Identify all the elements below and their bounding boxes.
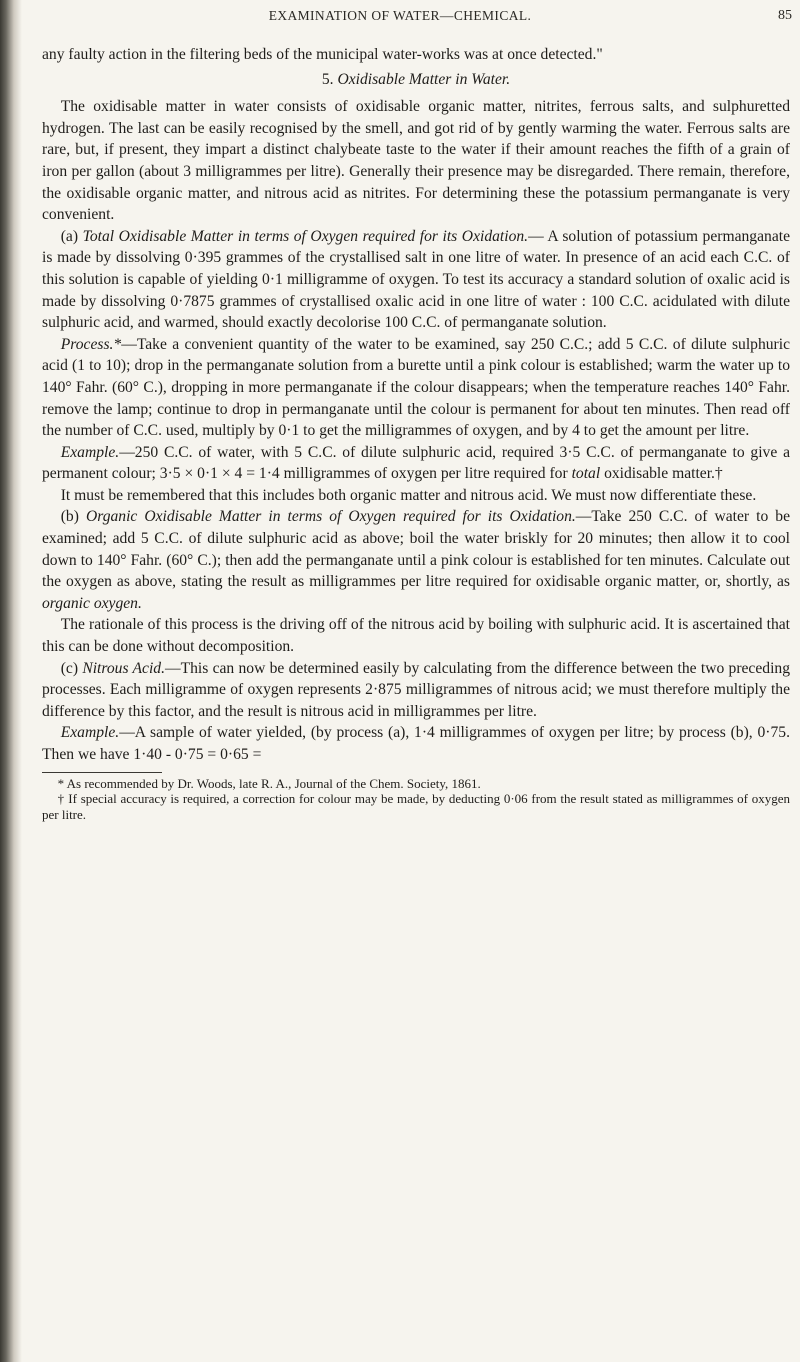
footnote-divider [42,772,162,773]
subsection-a-label: (a) [60,227,79,245]
paragraph-example-two [42,722,790,765]
paragraph-organic-oxidisable [42,506,790,614]
running-title: EXAMINATION OF WATER—CHEMICAL. [268,8,532,23]
subsection-b-text: —Take 250 C.C. of water to be examined; add 5 C.C. of dilute sulphuric acid as above; boil the water briskly for 20 minutes; then allow it to cool down to 140° Fahr. (60° C.); then add the permanganate until a pink colour is established for ten minutes. Calculate out the oxygen as above, stating the result as milligrammes per litre required for oxidisable organic matter, or, shortly, as [42,508,791,591]
footnote-star: * As recommended by Dr. Woods, late R. A., Journal of the Chem. Society, 1861. [57,775,481,791]
example-two-label: Example. [60,724,120,742]
subsection-b-label: (b) [60,508,79,526]
process-label: Process.* [60,335,122,353]
page-text-body [42,44,790,822]
page-number: 85 [778,8,792,23]
section-heading [42,69,790,91]
intro-paragraph: any faulty action in the filtering beds of the municipal water-works was at once detected." [42,46,603,63]
example-one-text-a: —250 C.C. of water, with 5 C.C. of dilute sulphuric acid, required 3·5 C.C. of permanganate to give a permanent colour; 3·5 × 0·1 × 4 = 1·4 milligrammes of oxygen per litre required for [42,443,790,483]
footnotes [42,776,790,823]
footnote-dagger: † If special accuracy is required, a correction for colour may be made, by deducting 0·06 from the result stated as milligrammes of oxygen per litre. [42,791,790,822]
paragraph-rationale: The rationale of this process is the driving off of the nitrous acid by boiling with sulphuric acid. It is ascertained that this can be done without decomposition. [42,616,790,656]
paragraph-process [42,334,790,442]
section-number: 5. [321,70,334,88]
subsection-b-italic: organic oxygen. [42,594,142,612]
subsection-a-text: — A solution of potassium permanganate is made by dissolving 0·395 grammes of the crystallised salt in one litre of water. In presence of an acid each C.C. of this solution is capable of yielding 0·1 milligramme of oxygen. To test its accuracy a standard solution of oxalic acid is made by dissolving 0·7875 grammes of crystallised oxalic acid in one litre of water : 100 C.C. acidulated with dilute sulphuric acid, and warmed, should exactly decolorise 100 C.C. of permanganate solution. [42,227,790,332]
page-binding-shadow [0,0,22,1362]
section-title: Oxidisable Matter in Water. [337,70,511,88]
running-head [0,8,800,32]
process-text: —Take a convenient quantity of the water to be examined, say 250 C.C.; add 5 C.C. of dilute sulphuric acid (1 to 10); drop in the permanganate solution from a burette until a pink colour is established; warm the water up to 140° Fahr. (60° C.), dropping in more permanganate if the colour disappears; when the temperature reaches 140° Fahr. remove the lamp; continue to drop in permanganate until the colour is permanent for about ten minutes. Then read off the number of C.C. used, multiply by 0·1 to get the milligrammes of oxygen, and by 4 to get the amount per litre. [42,335,790,440]
subsection-a-title: Total Oxidisable Matter in terms of Oxygen required for its Oxidation. [82,227,529,245]
example-one-italic: total [571,465,601,483]
paragraph-example-one [42,442,790,485]
paragraph-total-oxidisable [42,226,790,334]
paragraph-nitrous-acid [42,658,790,723]
example-one-text-b: oxidisable matter.† [600,465,723,483]
example-two-text: —A sample of water yielded, (by process (a), 1·4 milligrammes of oxygen per litre; by process (b), 0·75. Then we have 1·40 - 0·75 = 0·65 = [42,724,790,763]
paragraph-oxidisable-intro: The oxidisable matter in water consists of oxidisable organic matter, nitrites, ferrous salts, and sulphuretted hydrogen. The last can be easily recognised by the smell, and got rid of by gently warming the water. Ferrous salts are rare, but, if present, they impart a distinct chalybeate taste to the water if their amount reaches the fifth of a grain of iron per gallon (about 3 milligrammes per litre). Generally their presence may be disregarded. There remain, therefore, the oxidisable organic matter, and nitrous acid as nitrites. For determining these the potassium permanganate is very convenient. [42,98,790,224]
subsection-c-title: Nitrous Acid. [82,659,165,677]
paragraph-nitrous-note: It must be remembered that this includes both organic matter and nitrous acid. We must now differentiate these. [60,486,757,504]
subsection-b-title: Organic Oxidisable Matter in terms of Oxygen required for its Oxidation. [85,508,576,526]
subsection-c-text: —This can now be determined easily by calculating from the difference between the two preceding processes. Each milligramme of oxygen represents 2·875 milligrammes of nitrous acid; we must therefore multiply the difference by this factor, and the result is nitrous acid in milligrammes per litre. [42,659,790,720]
example-one-label: Example. [60,443,120,461]
subsection-c-label: (c) [60,659,79,677]
